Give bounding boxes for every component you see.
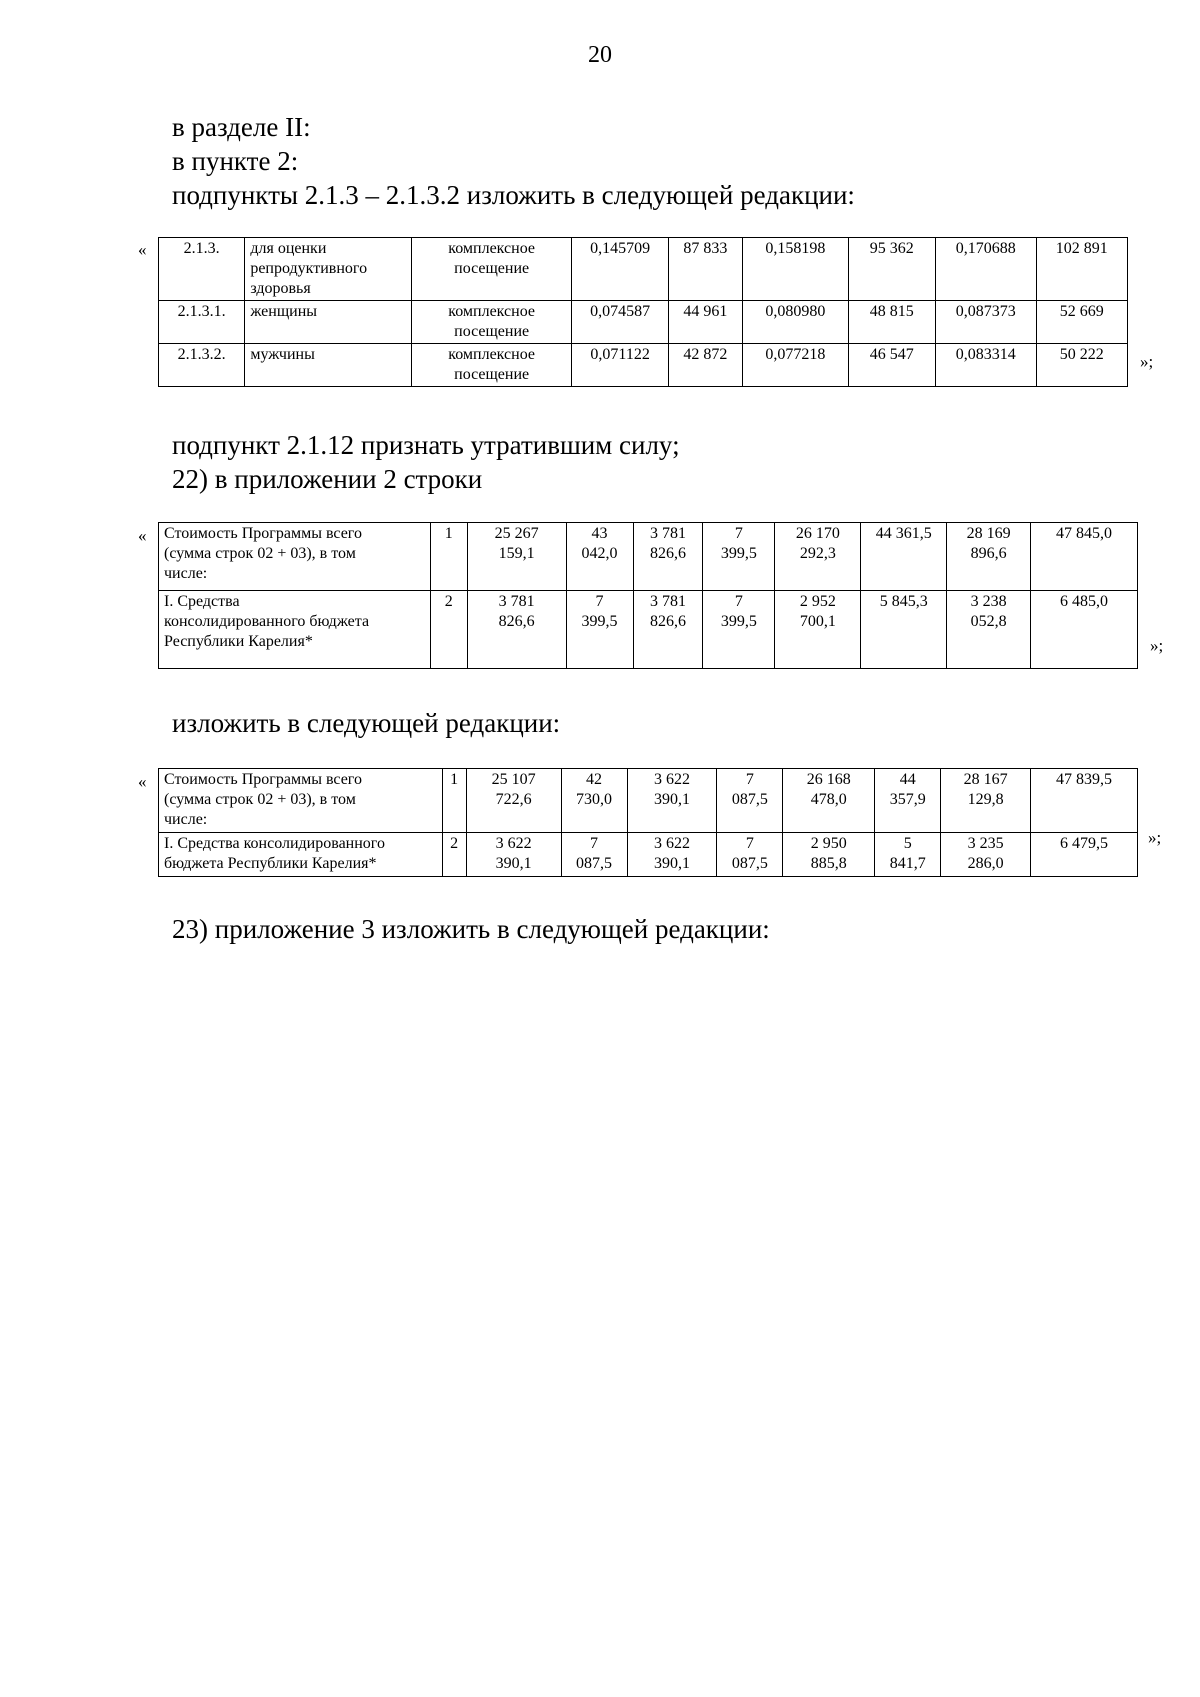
cell-value: 3 781 826,6	[467, 591, 566, 669]
cell-value: 0,087373	[935, 301, 1036, 344]
cell-unit: комплексное посещение	[411, 301, 571, 344]
cell-value: 44 357,9	[875, 769, 941, 833]
cell-value: 6 479,5	[1031, 833, 1138, 877]
paragraph-point: в пункте 2:	[172, 146, 299, 176]
cell-value: 28 169 896,6	[947, 523, 1031, 591]
cell-code: 2.1.3.1.	[159, 301, 245, 344]
cell-value: 2 950 885,8	[783, 833, 875, 877]
cell-value: 42 872	[668, 344, 742, 387]
cell-value: 43 042,0	[566, 523, 633, 591]
cell-value: 0,077218	[743, 344, 849, 387]
cell-row-number: 2	[430, 591, 467, 669]
cell-name: Стоимость Программы всего (сумма строк 02 + 03), в том числе:	[159, 523, 431, 591]
cell-row-number: 2	[442, 833, 466, 877]
table-appendix-2-old	[158, 522, 1138, 669]
table-subpoints-2-1-3	[158, 237, 1128, 387]
cell-name: женщины	[245, 301, 412, 344]
cell-value: 0,158198	[743, 238, 849, 301]
table-row	[159, 238, 1128, 301]
cell-value: 5 841,7	[875, 833, 941, 877]
opening-quote: «	[138, 240, 147, 259]
cell-value: 7 087,5	[561, 833, 627, 877]
paragraph-appendix-2: 22) в приложении 2 строки	[172, 464, 483, 494]
closing-quote: »;	[1148, 828, 1162, 847]
cell-value: 102 891	[1036, 238, 1127, 301]
opening-quote: «	[138, 526, 147, 545]
table-row	[159, 591, 1138, 669]
cell-value: 87 833	[668, 238, 742, 301]
cell-value: 3 622 390,1	[627, 769, 717, 833]
cell-value: 0,080980	[743, 301, 849, 344]
cell-name: для оценки репродуктивного здоровья	[245, 238, 412, 301]
paragraph-subpoints: подпункты 2.1.3 – 2.1.3.2 изложить в следующей редакции:	[172, 180, 855, 210]
cell-value: 3 781 826,6	[633, 591, 703, 669]
closing-quote: »;	[1150, 636, 1164, 655]
table-row	[159, 769, 1138, 833]
cell-value: 2 952 700,1	[775, 591, 861, 669]
table-row	[159, 301, 1128, 344]
cell-value: 7 399,5	[703, 523, 775, 591]
cell-value: 95 362	[848, 238, 935, 301]
table-appendix-2-new	[158, 768, 1138, 877]
cell-value: 7 399,5	[566, 591, 633, 669]
cell-value: 25 267 159,1	[467, 523, 566, 591]
table-row	[159, 344, 1128, 387]
paragraph-section: в разделе II:	[172, 112, 311, 142]
cell-value: 0,083314	[935, 344, 1036, 387]
cell-value: 0,071122	[572, 344, 668, 387]
cell-name: Стоимость Программы всего (сумма строк 02 + 03), в том числе:	[159, 769, 443, 833]
cell-name: I. Средства консолидированного бюджета Республики Карелия*	[159, 591, 431, 669]
opening-quote: «	[138, 772, 147, 791]
cell-value: 28 167 129,8	[941, 769, 1031, 833]
cell-value: 3 622 390,1	[466, 833, 561, 877]
cell-value: 50 222	[1036, 344, 1127, 387]
cell-unit: комплексное посещение	[411, 238, 571, 301]
cell-value: 52 669	[1036, 301, 1127, 344]
cell-value: 25 107 722,6	[466, 769, 561, 833]
cell-value: 0,145709	[572, 238, 668, 301]
cell-name: I. Средства консолидированного бюджета Республики Карелия*	[159, 833, 443, 877]
paragraph-new-edition: изложить в следующей редакции:	[172, 708, 561, 738]
cell-value: 5 845,3	[861, 591, 947, 669]
table-row	[159, 833, 1138, 877]
cell-code: 2.1.3.	[159, 238, 245, 301]
cell-value: 7 087,5	[717, 769, 783, 833]
cell-value: 47 839,5	[1031, 769, 1138, 833]
cell-value: 3 622 390,1	[627, 833, 717, 877]
cell-value: 3 238 052,8	[947, 591, 1031, 669]
cell-value: 47 845,0	[1031, 523, 1138, 591]
paragraph-appendix-3: 23) приложение 3 изложить в следующей редакции:	[172, 914, 770, 944]
cell-value: 7 399,5	[703, 591, 775, 669]
cell-value: 3 235 286,0	[941, 833, 1031, 877]
cell-value: 6 485,0	[1031, 591, 1138, 669]
cell-value: 26 170 292,3	[775, 523, 861, 591]
closing-quote: »;	[1140, 352, 1154, 371]
page-number: 20	[588, 42, 612, 68]
cell-name: мужчины	[245, 344, 412, 387]
cell-value: 44 361,5	[861, 523, 947, 591]
cell-value: 3 781 826,6	[633, 523, 703, 591]
cell-value: 42 730,0	[561, 769, 627, 833]
paragraph-repeal: подпункт 2.1.12 признать утратившим силу;	[172, 430, 680, 460]
cell-row-number: 1	[430, 523, 467, 591]
cell-value: 0,170688	[935, 238, 1036, 301]
cell-value: 7 087,5	[717, 833, 783, 877]
cell-value: 26 168 478,0	[783, 769, 875, 833]
cell-value: 44 961	[668, 301, 742, 344]
cell-row-number: 1	[442, 769, 466, 833]
cell-value: 0,074587	[572, 301, 668, 344]
table-row	[159, 523, 1138, 591]
cell-value: 46 547	[848, 344, 935, 387]
cell-value: 48 815	[848, 301, 935, 344]
cell-code: 2.1.3.2.	[159, 344, 245, 387]
cell-unit: комплексное посещение	[411, 344, 571, 387]
